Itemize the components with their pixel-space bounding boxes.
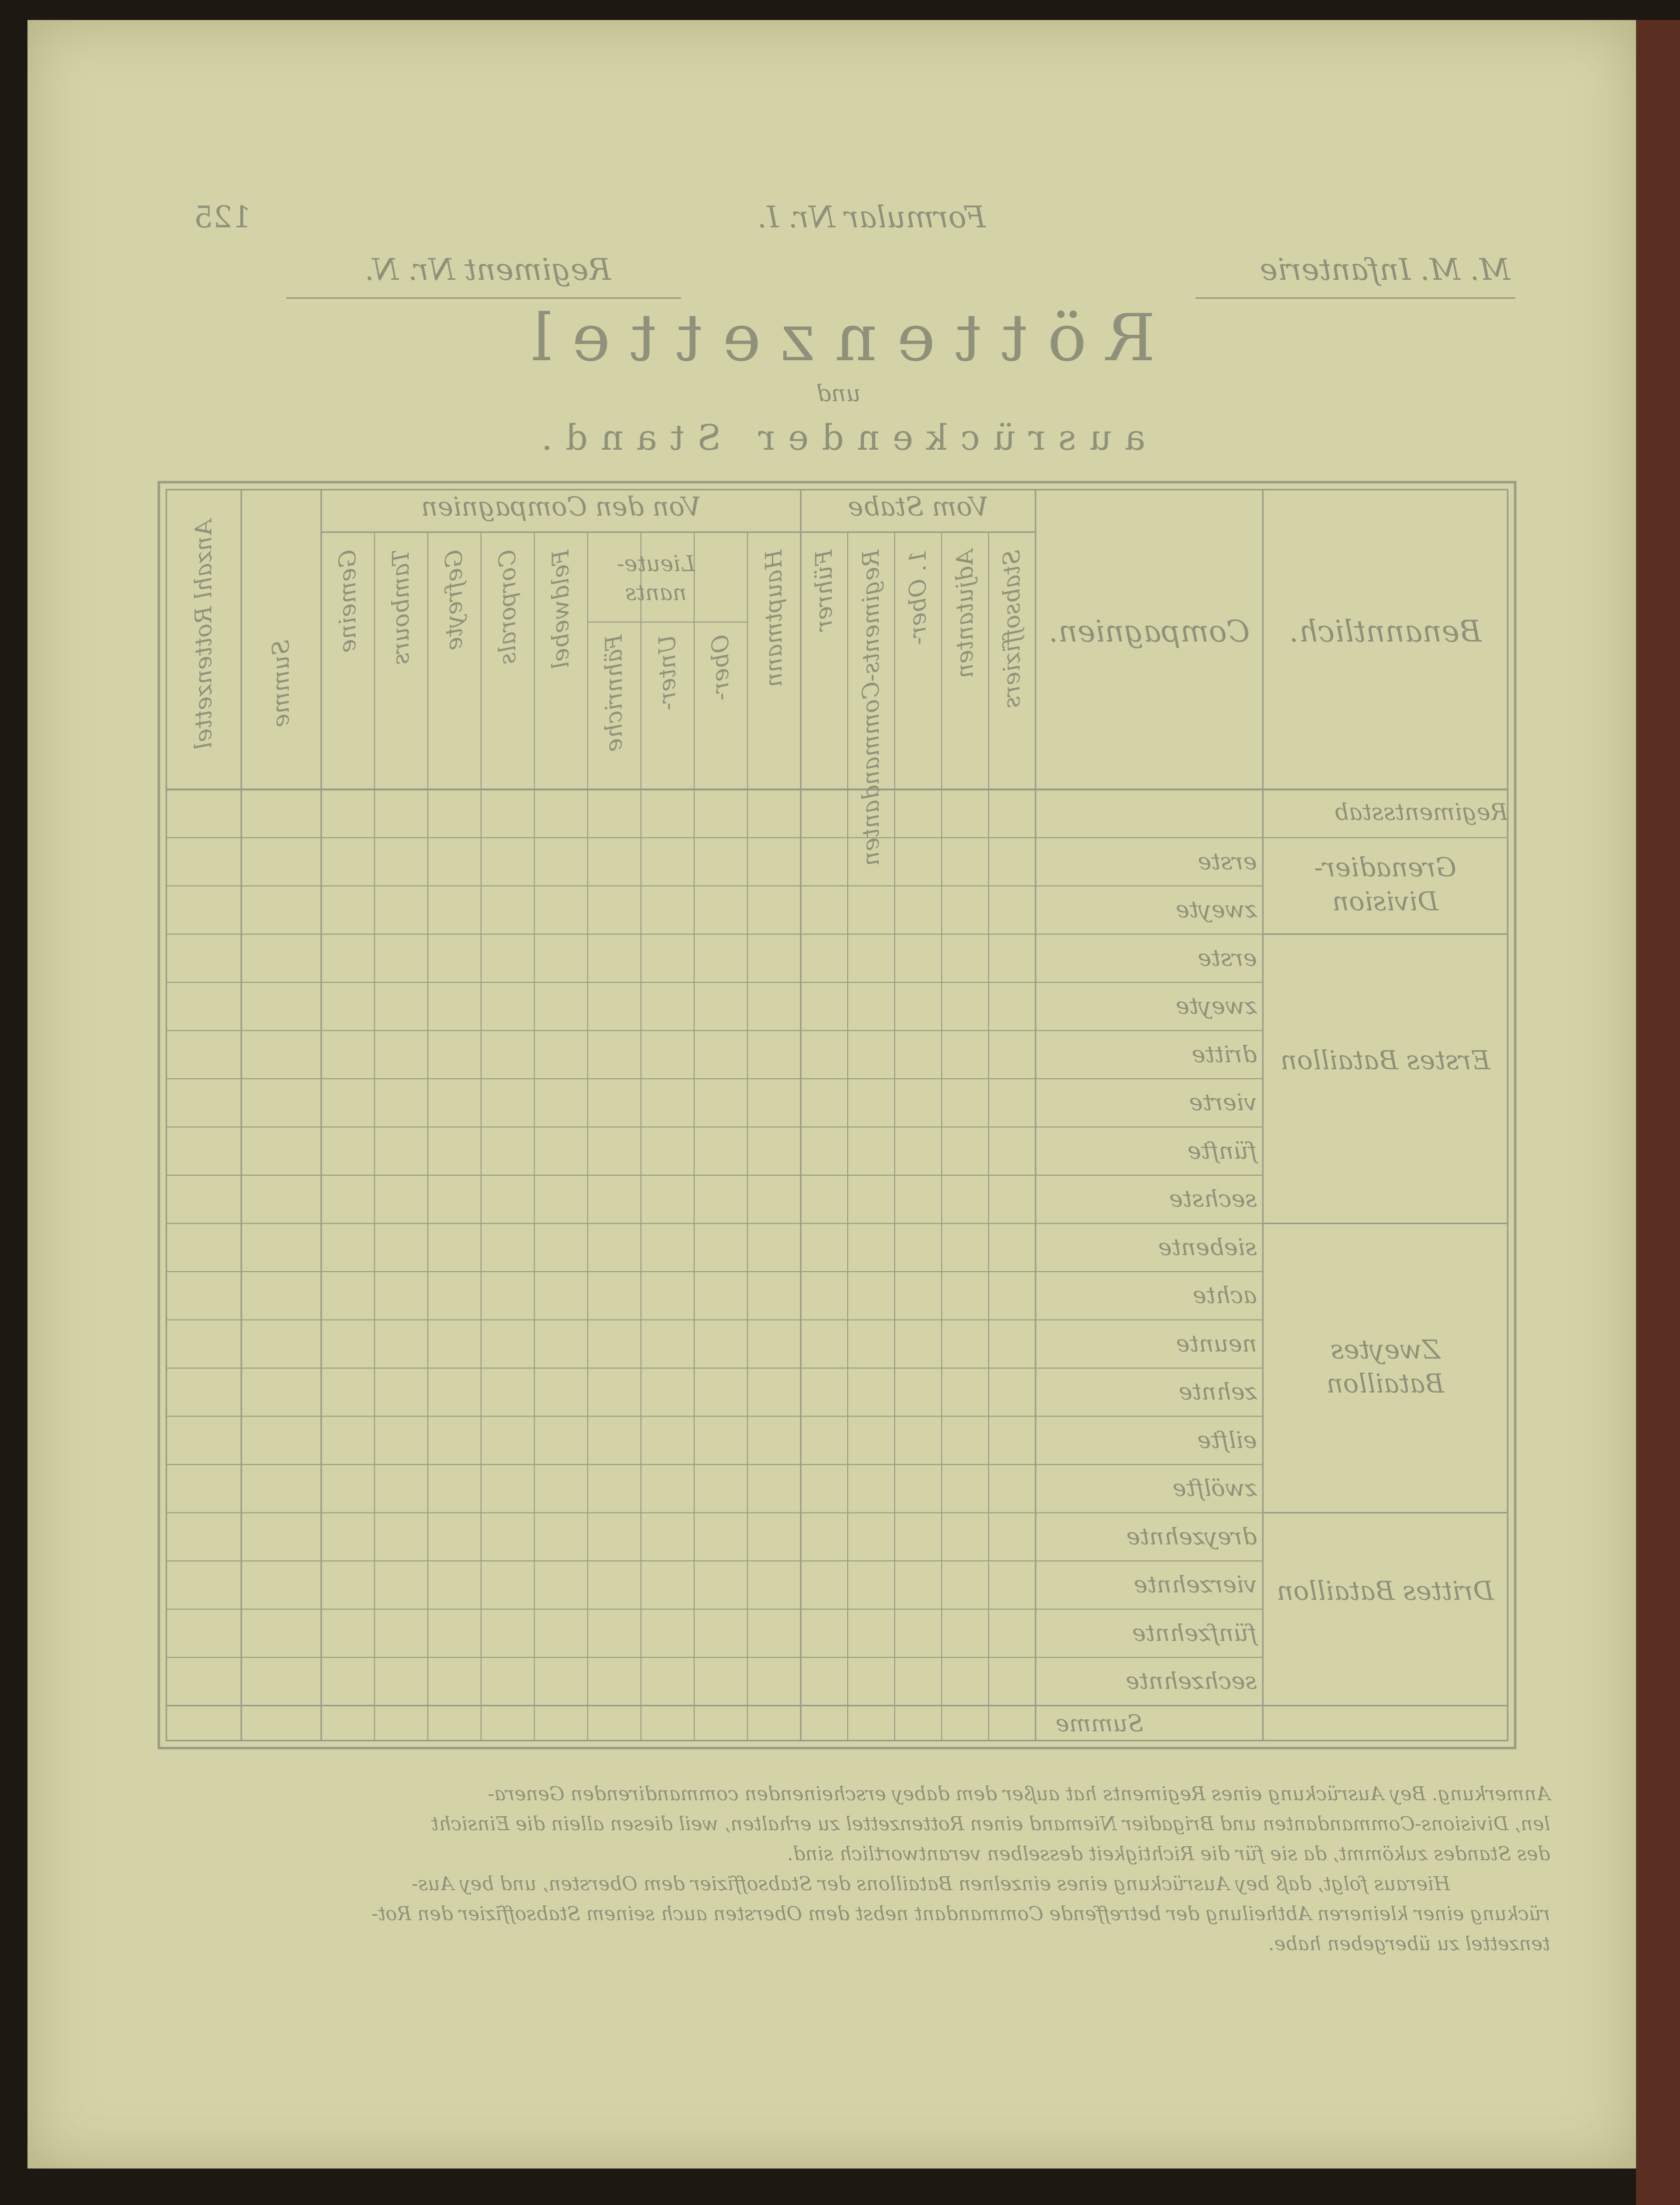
companies-header-cell bbox=[1036, 490, 1263, 789]
comp-group-header: Von den Compagnien bbox=[421, 492, 701, 522]
page-number: 125 bbox=[194, 200, 251, 235]
form-subtitle: ausrückender Stand. bbox=[528, 417, 1145, 458]
group-label: Drittes Bataillon bbox=[1276, 1576, 1494, 1606]
group-label: Grenadier-Division bbox=[1314, 853, 1457, 917]
comp-column-header: Corporals bbox=[494, 550, 521, 665]
footnote bbox=[121, 1779, 1550, 1959]
stab-column-header: Regiments-Commandanten bbox=[857, 550, 884, 866]
row-label: zehnte bbox=[1178, 1378, 1257, 1405]
stab-group-header: Vom Stabe bbox=[848, 492, 989, 522]
stab-column-header: Adjutanten bbox=[951, 550, 978, 679]
corner-header: Benanntlich. bbox=[1289, 614, 1482, 649]
companies-header: Compagnien. bbox=[1049, 614, 1250, 649]
note-line-5: rückung einer kleineren Abtheilung der betreffende Commandant nebst dem Obersten auch seinem Stabsoffizier den Rot- bbox=[371, 1903, 1550, 1925]
row-label: achte bbox=[1192, 1282, 1257, 1309]
row-label: eilfte bbox=[1197, 1426, 1257, 1454]
form-title: Röttenzettel bbox=[511, 300, 1155, 376]
row-label: zweyte bbox=[1175, 896, 1257, 923]
header-left: M. M. Infanterie bbox=[1259, 252, 1510, 287]
row-label: sechzehnte bbox=[1125, 1667, 1257, 1694]
note-line-4: Hieraus folgt, daß bey Ausrückung eines einzelnen Bataillons der Stabsoffizier dem Obersten, und bey Aus- bbox=[411, 1873, 1450, 1895]
comp-column-header: Hauptmann bbox=[760, 550, 787, 688]
group-label: Erstes Bataillon bbox=[1280, 1046, 1491, 1076]
comp-column-header: Gefreyte bbox=[440, 550, 468, 651]
note-line-1: Anmerkung. Bey Ausrückung eines Regiments hat außer dem dabey erscheinenden commandirenden Genera- bbox=[488, 1783, 1550, 1805]
row-label: siebente bbox=[1158, 1233, 1257, 1261]
row-label: fünfte bbox=[1187, 1137, 1257, 1164]
header-right: Regiment Nr. N. bbox=[365, 252, 611, 287]
row-label-regimentsstab: Regimentsstab bbox=[1334, 798, 1508, 825]
sum-row-label: Summe bbox=[1056, 1709, 1143, 1737]
comp-column-header: Ober- bbox=[707, 635, 734, 701]
row-label: vierte bbox=[1189, 1089, 1257, 1116]
stab-column-header: Führer bbox=[810, 550, 837, 631]
note-line-3: des Standes zukömmt, da sie für die Richtigkeit desselben verantwortlich sind. bbox=[787, 1843, 1550, 1865]
row-label: fünfzehnte bbox=[1132, 1619, 1257, 1646]
row-label: erste bbox=[1197, 847, 1257, 875]
row-label: sechste bbox=[1169, 1185, 1257, 1212]
title-connector: und bbox=[816, 380, 861, 407]
row-label: neunte bbox=[1176, 1330, 1257, 1357]
last-column-header: Anzahl Rottenzettel bbox=[190, 520, 217, 749]
sum-column-header: Summe bbox=[267, 640, 294, 728]
group-label: Zweytes Bataillon bbox=[1326, 1335, 1444, 1399]
comp-column-header: Feldwebel bbox=[547, 550, 574, 669]
note-line-6: tenzettel zu übergeben habe. bbox=[1268, 1933, 1550, 1955]
comp-column-header: Gemeine bbox=[334, 550, 361, 653]
stab-column-header: Stabsoffiziers bbox=[998, 550, 1025, 709]
row-label: zwölfte bbox=[1172, 1474, 1257, 1501]
header-center: Formular Nr. I. bbox=[757, 200, 986, 235]
stab-column-header: 1. Ober- bbox=[904, 550, 931, 645]
comp-column-header: Unter- bbox=[653, 635, 681, 711]
comp-column-header: Tambours bbox=[387, 550, 414, 665]
row-label: vierzehnte bbox=[1133, 1571, 1257, 1598]
row-label: erste bbox=[1197, 944, 1257, 971]
row-label: dritte bbox=[1191, 1040, 1257, 1068]
corner-header-cell bbox=[1263, 490, 1508, 789]
comp-column-header: Fähnriche bbox=[600, 635, 627, 752]
row-label: zweyte bbox=[1175, 992, 1257, 1019]
row-label: dreyzehnte bbox=[1126, 1522, 1257, 1550]
lieut-group-header: Lieute-nants bbox=[616, 551, 695, 606]
note-line-2: len, Divisions-Commandanten und Brigadier Niemand einen Rottenzettel zu erhalten, weil diesen allein die Einsicht bbox=[431, 1813, 1550, 1835]
